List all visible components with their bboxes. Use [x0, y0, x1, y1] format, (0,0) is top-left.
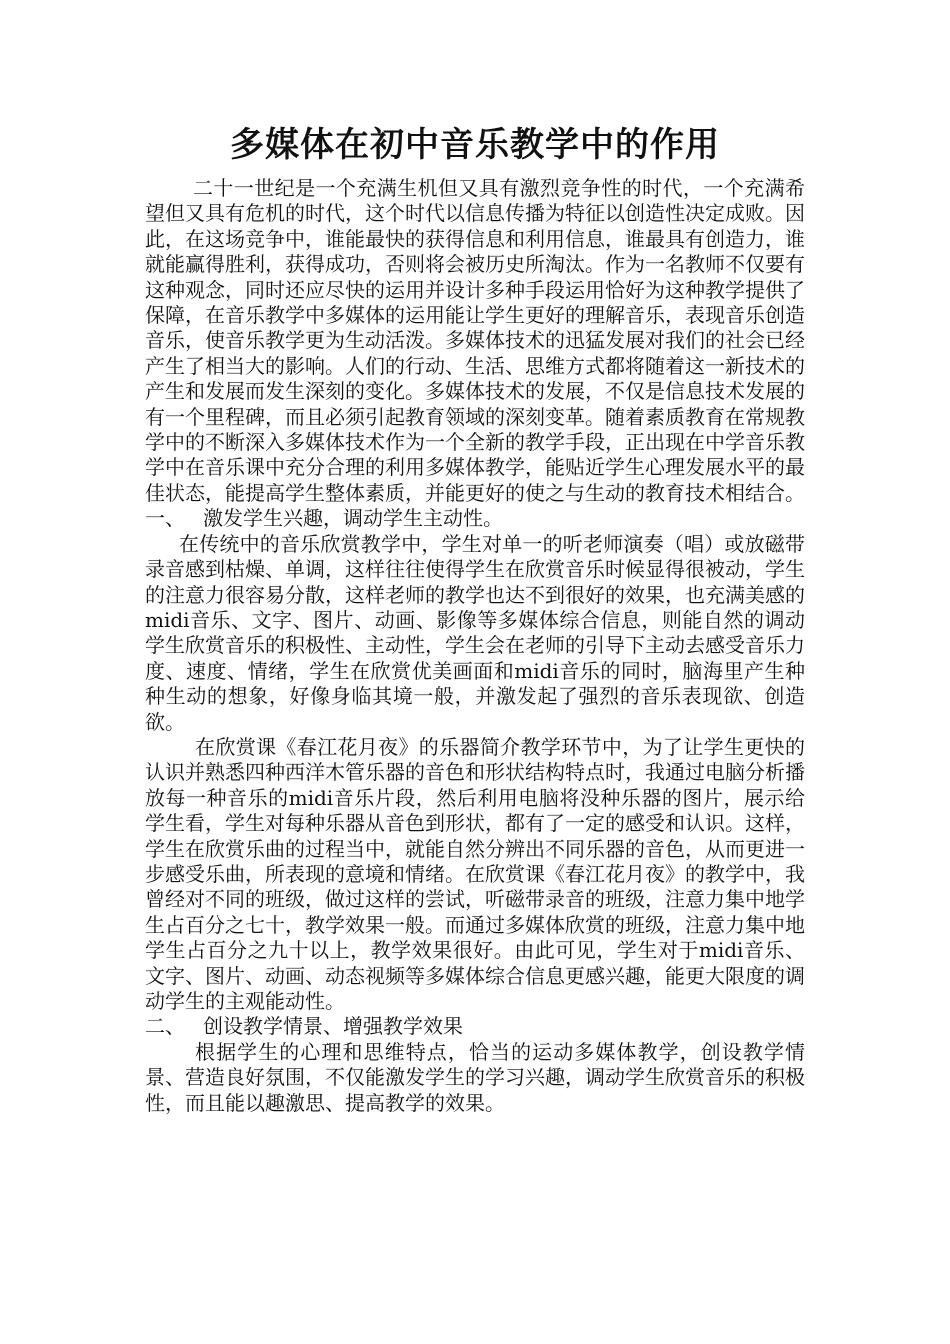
section-1-paragraph-2: 在欣赏课《春江花月夜》的乐器简介教学环节中，为了让学生更快的认识并熟悉四种西洋木管乐器的音色和形状结构特点时，我通过电脑分析播放每一种音乐的midi音乐片段，然后利用电脑将没种乐器的图片，展示给学生看，学生对每种乐器从音色到形状，都有了一定的感受和认识。这样，学生在欣赏乐曲的过程当中，就能自然分辨出不同乐器的音色，从而更进一步感受乐曲，所表现的意境和情绪。在欣赏课《春江花月夜》的教学中，我曾经对不同的班级，做过这样的尝试，听磁带录音的班级，注意力集中地学生占百分之七十，教学效果一般。而通过多媒体欣赏的班级，注意力集中地学生占百分之九十以上，教学效果很好。由此可见，学生对于midi音乐、文字、图片、动画、动态视频等多媒体综合信息更感兴趣，能更大限度的调动学生的主观能动性。	[145, 734, 805, 1013]
section-2-title: 创设教学情景、增强教学效果	[203, 1014, 463, 1039]
section-2-number: 二、	[145, 1014, 185, 1039]
section-1-number: 一、	[145, 506, 185, 531]
section-2-heading	[145, 1014, 805, 1039]
intro-paragraph: 二十一世纪是一个充满生机但又具有激烈竞争性的时代，一个充满希望但又具有危机的时代，这个时代以信息传播为特征以创造性决定成败。因此，在这场竞争中，谁能最快的获得信息和利用信息，谁最具有创造力，谁就能赢得胜利，获得成功，否则将会被历史所淘汰。作为一名教师不仅要有这种观念，同时还应尽快的运用并设计多种手段运用恰好为这种教学提供了保障，在音乐教学中多媒体的运用能让学生更好的理解音乐，表现音乐创造音乐，使音乐教学更为生动活泼。多媒体技术的迅猛发展对我们的社会已经产生了相当大的影响。人们的行动、生活、思维方式都将随着这一新技术的产生和发展而发生深刻的变化。多媒体技术的发展，不仅是信息技术发展的有一个里程碑，而且必须引起教育领域的深刻变革。随着素质教育在常规教学中的不断深入多媒体技术作为一个全新的教学手段，正出现在中学音乐教学中在音乐课中充分合理的利用多媒体教学，能贴近学生心理发展水平的最佳状态，能提高学生整体素质，并能更好的使之与生动的教育技术相结合。	[145, 176, 805, 505]
section-2-paragraph-1: 根据学生的心理和思维特点，恰当的运动多媒体教学，创设教学情景、营造良好氛围，不仅能激发学生的学习兴趣，调动学生欣赏音乐的积极性，而且能以趣激思、提高教学的效果。	[145, 1039, 805, 1115]
section-1-title: 激发学生兴趣，调动学生主动性。	[203, 506, 503, 531]
section-1-heading	[145, 506, 805, 531]
document-title: 多媒体在初中音乐教学中的作用	[230, 125, 720, 165]
section-1-paragraph-1: 在传统中的音乐欣赏教学中，学生对单一的听老师演奏（唱）或放磁带录音感到枯燥、单调，这样往往使得学生在欣赏音乐时候显得很被动，学生的注意力很容易分散，这样老师的教学也达不到很好的效果，也充满美感的midi音乐、文字、图片、动画、影像等多媒体综合信息，则能自然的调动学生欣赏音乐的积极性、主动性，学生会在老师的引导下主动去感受音乐力度、速度、情绪，学生在欣赏优美画面和midi音乐的同时，脑海里产生种种生动的想象，好像身临其境一般，并激发起了强烈的音乐表现欲、创造欲。	[145, 531, 805, 734]
